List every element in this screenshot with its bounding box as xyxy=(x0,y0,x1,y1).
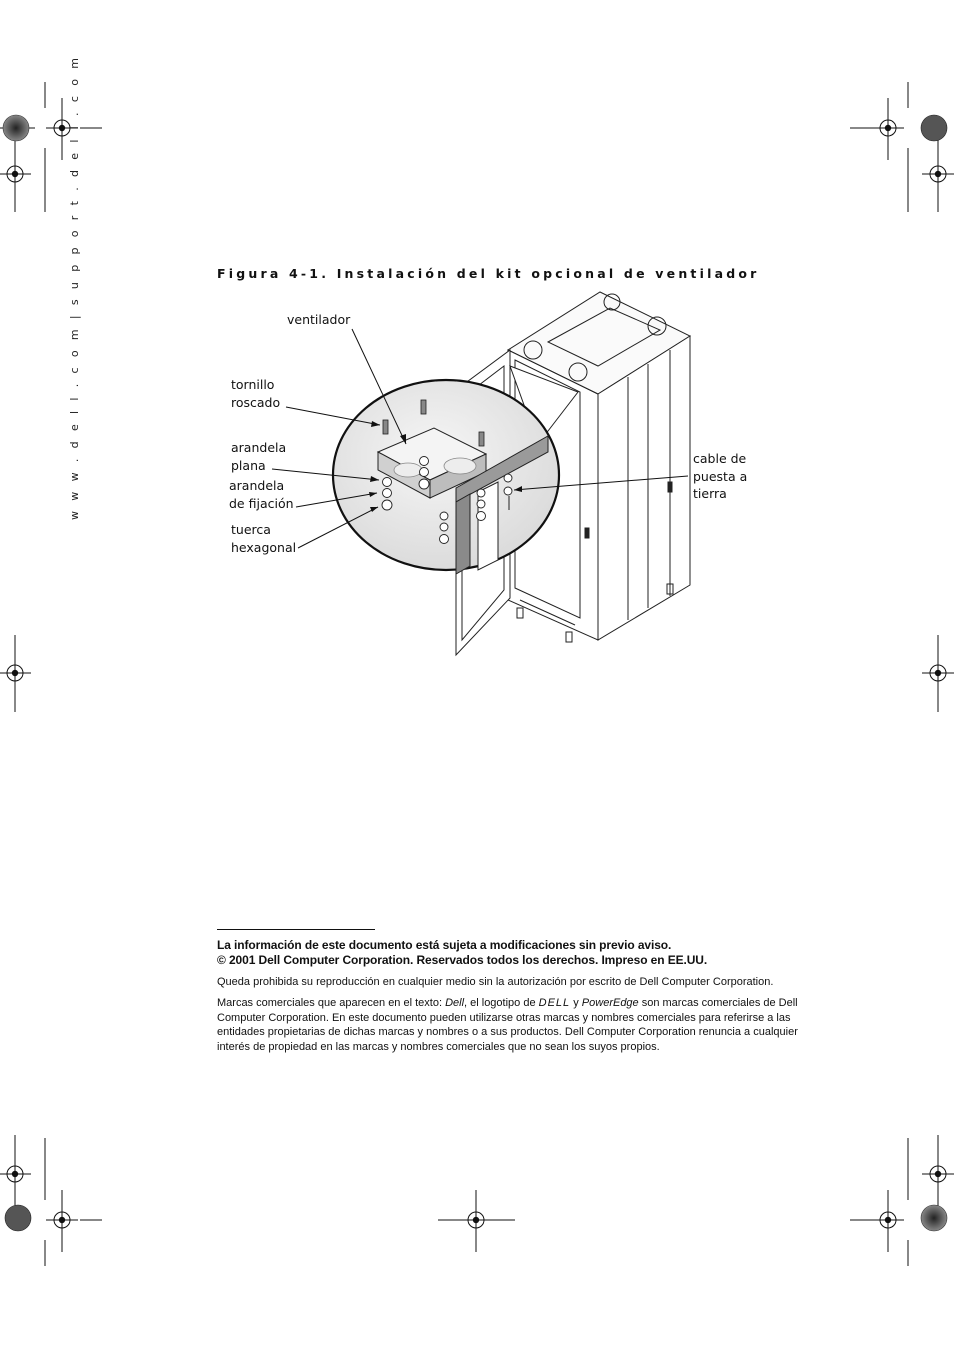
footnote-reproduction: Queda prohibida su reproducción en cualquier medio sin la autorización por escrito de Dell Computer Corporation. xyxy=(217,976,774,988)
registration-mark-bottom-right xyxy=(850,1135,954,1266)
callout-nut-line1: tuerca xyxy=(231,522,271,537)
callout-ground-line2: puesta a xyxy=(693,468,748,484)
registration-mark-mid-right xyxy=(922,635,954,712)
sidebar-website-url: w w w . d e l l . c o m | s u p p o r t . d e l l . c o m xyxy=(68,54,81,520)
registration-mark-bottom-left xyxy=(0,1135,102,1266)
callout-screw-line1: tornillo xyxy=(231,377,275,392)
registration-mark-bottom-center xyxy=(438,1190,515,1252)
callout-screw-line2: roscado xyxy=(231,394,281,410)
callout-threaded-screw xyxy=(231,376,280,411)
callout-ground-line1: cable de xyxy=(693,451,747,466)
gray-target-icon xyxy=(5,1205,31,1231)
callout-fan-label: ventilador xyxy=(287,312,351,327)
detail-magnifier xyxy=(333,366,578,574)
trademarks-rest: son marcas comerciales de Dell Computer Corporation. En este documento pueden utilizarse otras marcas y nombres comerciales para referirse a las entidades propietarias de dichas marcas y nombres o a sus productos. Dell Computer Corporation renuncia a cualquier interés de propiedad en las marcas y nombres comerciales que no sean los suyos propios. xyxy=(217,997,798,1053)
notice-line-2: © 2001 Dell Computer Corporation. Reservados todos los derechos. Impreso en EE.UU. xyxy=(217,953,708,967)
registration-mark-top-left xyxy=(0,82,102,212)
callout-lockwasher-line1: arandela xyxy=(229,478,285,493)
notice-line-1: La información de este documento está sujeta a modificaciones sin previo aviso. xyxy=(217,938,672,952)
footnote-trademarks xyxy=(217,996,827,1054)
callout-ground-cable xyxy=(693,450,747,503)
callout-lock-washer xyxy=(229,477,294,512)
callout-fan xyxy=(287,311,350,329)
star-target-icon xyxy=(3,115,29,141)
trademark-dell-logo: DELL xyxy=(538,997,571,1009)
trademark-dell: Dell xyxy=(445,997,465,1009)
footnote-notice xyxy=(217,938,827,968)
callout-ground-line3: tierra xyxy=(693,486,727,501)
figure-title: Figura 4-1. Instalación del kit opcional de ventilador xyxy=(217,266,760,281)
callout-lockwasher-line2: de fijación xyxy=(229,495,294,511)
star-target-icon xyxy=(921,1205,947,1231)
trademarks-intro: Marcas comerciales que aparecen en el texto: xyxy=(217,997,446,1009)
trademark-poweredge: PowerEdge xyxy=(581,997,639,1009)
footnote-divider xyxy=(217,929,375,930)
trademarks-mid-1: , el logotipo de xyxy=(464,997,539,1009)
callout-flat-washer xyxy=(231,439,286,474)
callout-hex-nut xyxy=(231,521,296,556)
callout-washer-line2: plana xyxy=(231,457,266,473)
trademarks-mid-2: y xyxy=(570,997,582,1009)
callout-washer-line1: arandela xyxy=(231,440,287,455)
registration-mark-top-right xyxy=(850,82,954,212)
registration-mark-mid-left xyxy=(0,635,31,712)
gray-target-icon xyxy=(921,115,947,141)
callout-nut-line2: hexagonal xyxy=(231,539,297,555)
